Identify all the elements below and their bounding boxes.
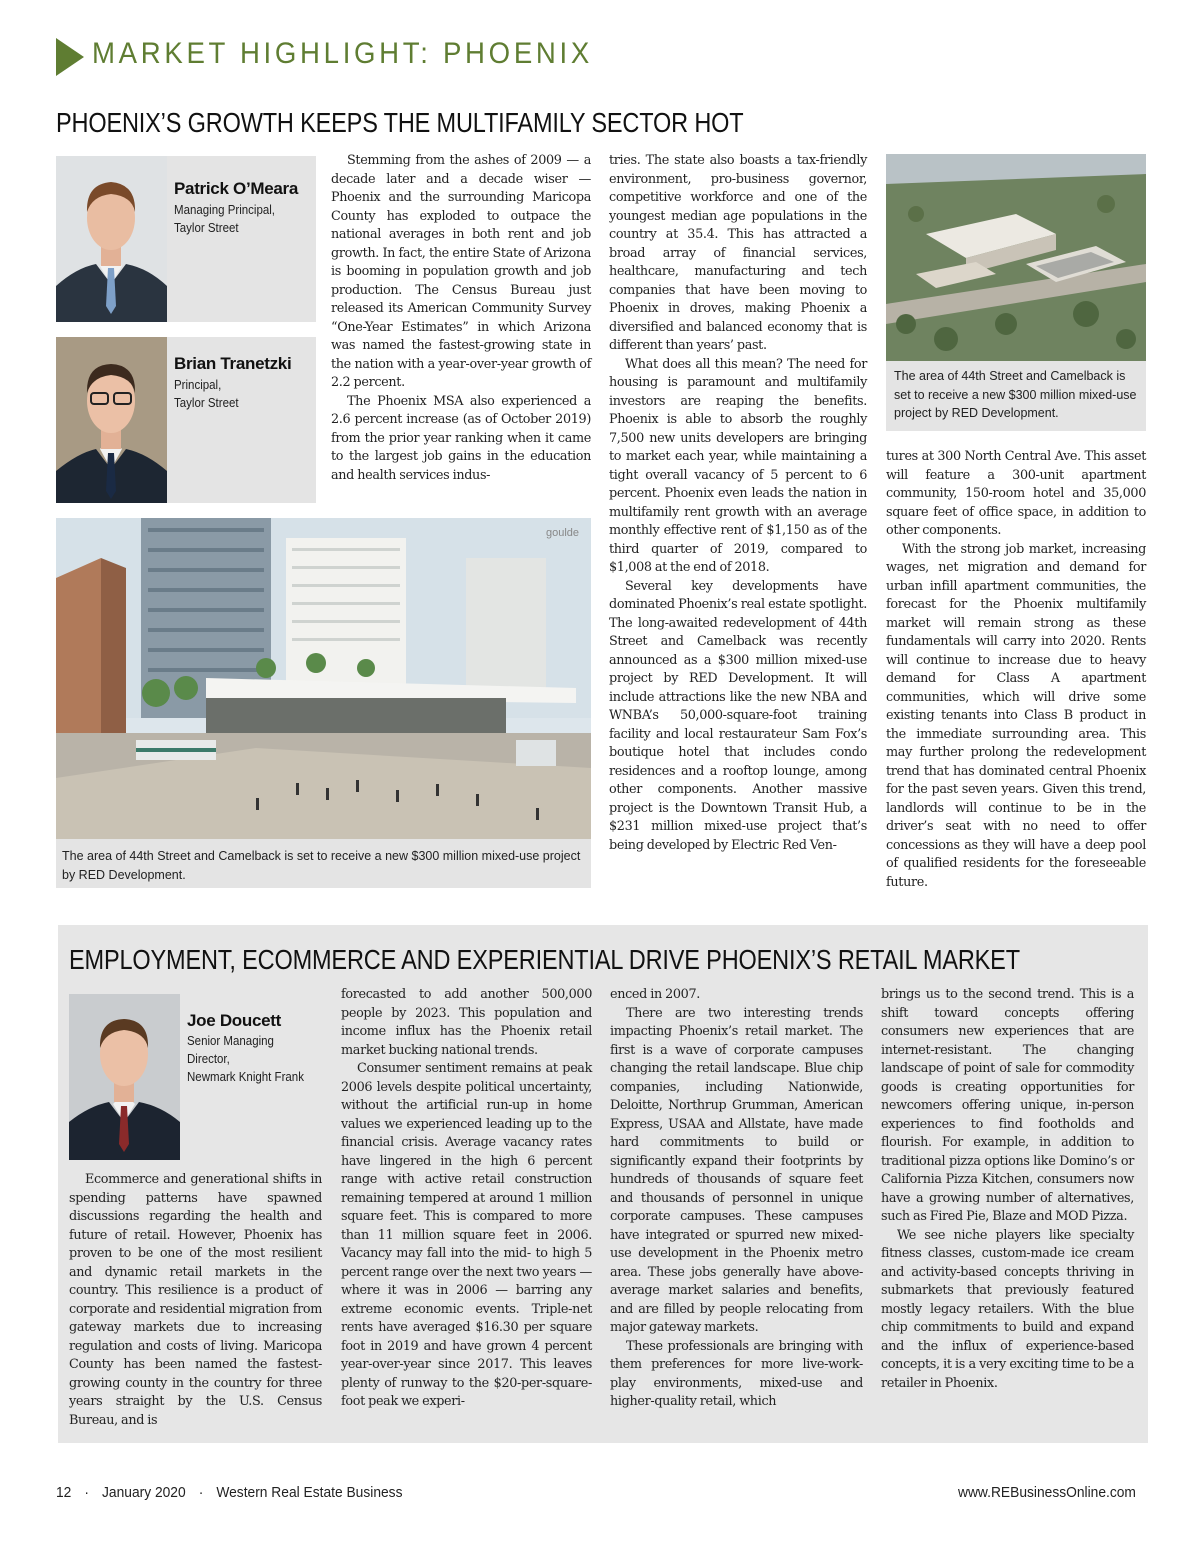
paragraph: tures at 300 North Central Ave. This asset will feature a 300-unit apartment community, 150-room hotel and 35,000 square feet of office space, in addition to other components. [886, 449, 1146, 538]
author-title-omeara-1: Managing Principal, [174, 203, 276, 217]
publication-name: Western Real Estate Business [216, 1484, 403, 1501]
article1-column-3 [886, 448, 1146, 892]
image-watermark: goulde [546, 527, 580, 539]
author-name-doucett: Joe Doucett [187, 1011, 281, 1030]
paragraph: tries. The state also boasts a tax-friendly environment, pro-business governor, competitive workforce and one of the youngest median age populations in the country at 35.4. This has attracted a broad array of financial services, healthcare, manufacturing and tech companies that have been moving to Phoenix in droves, making Phoenix a diversified and balanced economy that is different than years’ past. [609, 153, 867, 353]
issue-date: January 2020 [102, 1484, 186, 1501]
paragraph: With the strong job market, increasing wages, net migration and demand for urban infill apartment communities, the forecast for the Phoenix multifamily market will remain strong as these fundamentals will carry into 2020. Rents will continue to increase due to heavy demand for Class A apartment communities, which will drive some existing tenants into Class B product in the immediate surrounding area. This may further prolong the redevelopment trend that has dominated central Phoenix for the past seven years. Given this trend, landlords will continue to be in the driver’s seat with no need to offer concessions as they will have a deep pool of qualified residents for the foreseeable future. [886, 541, 1146, 890]
author-photo-doucett [69, 994, 180, 1160]
aerial-caption: The area of 44th Street and Camelback is set to receive a new $300 million mixed-use project by RED Development. [886, 361, 1146, 431]
section-header: MARKET HIGHLIGHT: PHOENIX [92, 37, 593, 70]
author-name-tranetzki: Brian Tranetzki [174, 354, 292, 373]
page-number: 12 [56, 1484, 72, 1501]
article2-column-3 [610, 986, 863, 1412]
article2-column-2 [341, 986, 592, 1412]
paragraph: These professionals are bringing with them preferences for more live-work-play environments, mixed-use and higher-quality retail, which [610, 1338, 863, 1409]
aerial-rendering-image [886, 154, 1146, 361]
author-title-omeara-2: Taylor Street [174, 221, 239, 235]
article2-column-1 [69, 1171, 322, 1430]
footer-left [56, 1484, 402, 1501]
article1-column-1 [331, 152, 591, 485]
author-title-tranetzki-2: Taylor Street [174, 396, 239, 410]
paragraph: Ecommerce and generational shifts in spending patterns have spawned discussions regarding the health and future of retail. However, Phoenix has proven to be one of the most resilient and dynamic retail markets in the country. This resilience is a product of corporate and residential migration from gateway markets due to increasing regulation and costs of living. Maricopa County has been named the fastest-growing county in the country for three years straight by the U.S. Census Bureau, and is [69, 1172, 322, 1428]
paragraph: The Phoenix MSA also experienced a 2.6 percent increase (as of October 2019) from the prior year ranking when it came to the largest job gains in the education and health services indus- [331, 393, 591, 483]
author-card-tranetzki [56, 337, 316, 503]
article1-column-2 [609, 152, 867, 855]
website-url[interactable]: www.REBusinessOnline.com [958, 1484, 1136, 1501]
transit-hub-caption: The area of 44th Street and Camelback is set to receive a new $300 million mixed-use project by RED Development. [56, 839, 591, 888]
author-title-doucett-1: Senior Managing [187, 1034, 274, 1048]
article2-column-4 [881, 986, 1134, 1393]
paragraph: There are two interesting trends impacting Phoenix’s retail market. The first is a wave of corporate campuses changing the retail landscape. Blue chip companies, including Nationwide, Deloitte, Northrup Grumman, American Express, USAA and Allstate, have made hard commitments to build or significantly expand their footprints by hundreds of thousands of square feet and thousands of personnel in unique corporate campuses. These campuses have integrated or spurred new mixed-use development in the Phoenix metro area. These jobs generally have above-average market salaries and benefits, and are filled by people relocating from major gateway markets. [610, 1005, 863, 1335]
paragraph: What does all this mean? The need for housing is paramount and multifamily investors are reaping the benefits. Phoenix is able to absorb the roughly 7,500 new units developers are bringing to market each year, while maintaining a tight overall vacancy of 5 percent to 6 percent. Phoenix even leads the nation in multifamily rent growth with an average monthly effective rent of $1,150 as of the third quarter of 2019, compared to $1,008 at the end of 2018. [609, 356, 867, 575]
paragraph: We see niche players like specialty fitness classes, custom-made ice cream and activity-based concepts thriving in submarkets that previously featured mostly legacy retailers. With the blue chip commitments to build and expand and the influx of experience-based concepts, it is a very exciting time to be a retailer in Phoenix. [881, 1227, 1134, 1391]
paragraph: brings us to the second trend. This is a shift toward concepts offering consumers new experiences that are internet-resistant. The changing landscape of point of sale for commodity goods is creating opportunities for newcomers offering unique, in-person experiences to find footholds and flourish. For example, in addition to traditional pizza options like Domino’s or California Pizza Kitchen, consumers now have a growing number of alternatives, such as Fired Pie, Blaze and MOD Pizza. [881, 987, 1134, 1224]
author-photo-omeara [56, 156, 167, 322]
footer-separator: · [198, 1484, 204, 1501]
footer-separator: · [84, 1484, 89, 1501]
article1-headline: PHOENIX’S GROWTH KEEPS THE MULTIFAMILY SECTOR HOT [56, 107, 744, 138]
section-arrow-icon [56, 38, 84, 76]
transit-hub-rendering-image [56, 518, 591, 839]
paragraph: Consumer sentiment remains at peak 2006 levels despite political uncertainty, without the artificial run-up in home values we experienced leading up to the financial crisis. Average vacancy rates have lingered in the high 6 percent range with active retail construction remaining tempered at around 1 million square feet. This is compared to more than 11 million square feet in 2006. Vacancy may fall into the mid- to high 5 percent range over the next two years — where it was in 2006 — barring any extreme economic events. Triple-net rents have averaged $16.30 per square foot in 2019 and have grown 4 percent year-over-year since 2017. This leaves plenty of runway to the $20-per-square-foot peak we experi- [341, 1061, 592, 1409]
author-title-tranetzki-1: Principal, [174, 378, 222, 392]
article2-headline: EMPLOYMENT, ECOMMERCE AND EXPERIENTIAL DRIVE PHOENIX’S RETAIL MARKET [69, 944, 1020, 975]
paragraph: Stemming from the ashes of 2009 — a decade later and a decade wiser — Phoenix and the surrounding Maricopa County has exploded to outpace the national averages in both rent and job growth. In fact, the entire State of Arizona is booming in population growth and job production. The Census Bureau just released its American Community Survey “One-Year Estimates” in which Arizona was named the fastest-growing state in the nation with a year-over-year growth of 2.2 percent. [331, 153, 591, 390]
author-title-doucett-2: Director, [187, 1052, 230, 1066]
author-photo-tranetzki [56, 337, 167, 503]
paragraph: enced in 2007. [610, 987, 700, 1002]
author-name-omeara: Patrick O’Meara [174, 179, 299, 198]
paragraph: forecasted to add another 500,000 people by 2023. This population and income influx has the Phoenix retail market bucking national trends. [341, 987, 592, 1058]
paragraph: Several key developments have dominated Phoenix’s real estate spotlight. The long-awaited redevelopment of 44th Street and Camelback was recently announced as a $300 million mixed-use project by RED Development. It will include attractions like the new NBA and WNBA’s 50,000-square-foot training facility and local restaurateur Sam Fox’s boutique hotel that includes condo residences and a rooftop lounge, among other components. Another massive project is the Downtown Transit Hub, a $231 million mixed-use project that’s being developed by Electric Red Ven- [609, 578, 867, 853]
author-title-doucett-3: Newmark Knight Frank [187, 1070, 304, 1084]
author-card-omeara [56, 156, 316, 322]
